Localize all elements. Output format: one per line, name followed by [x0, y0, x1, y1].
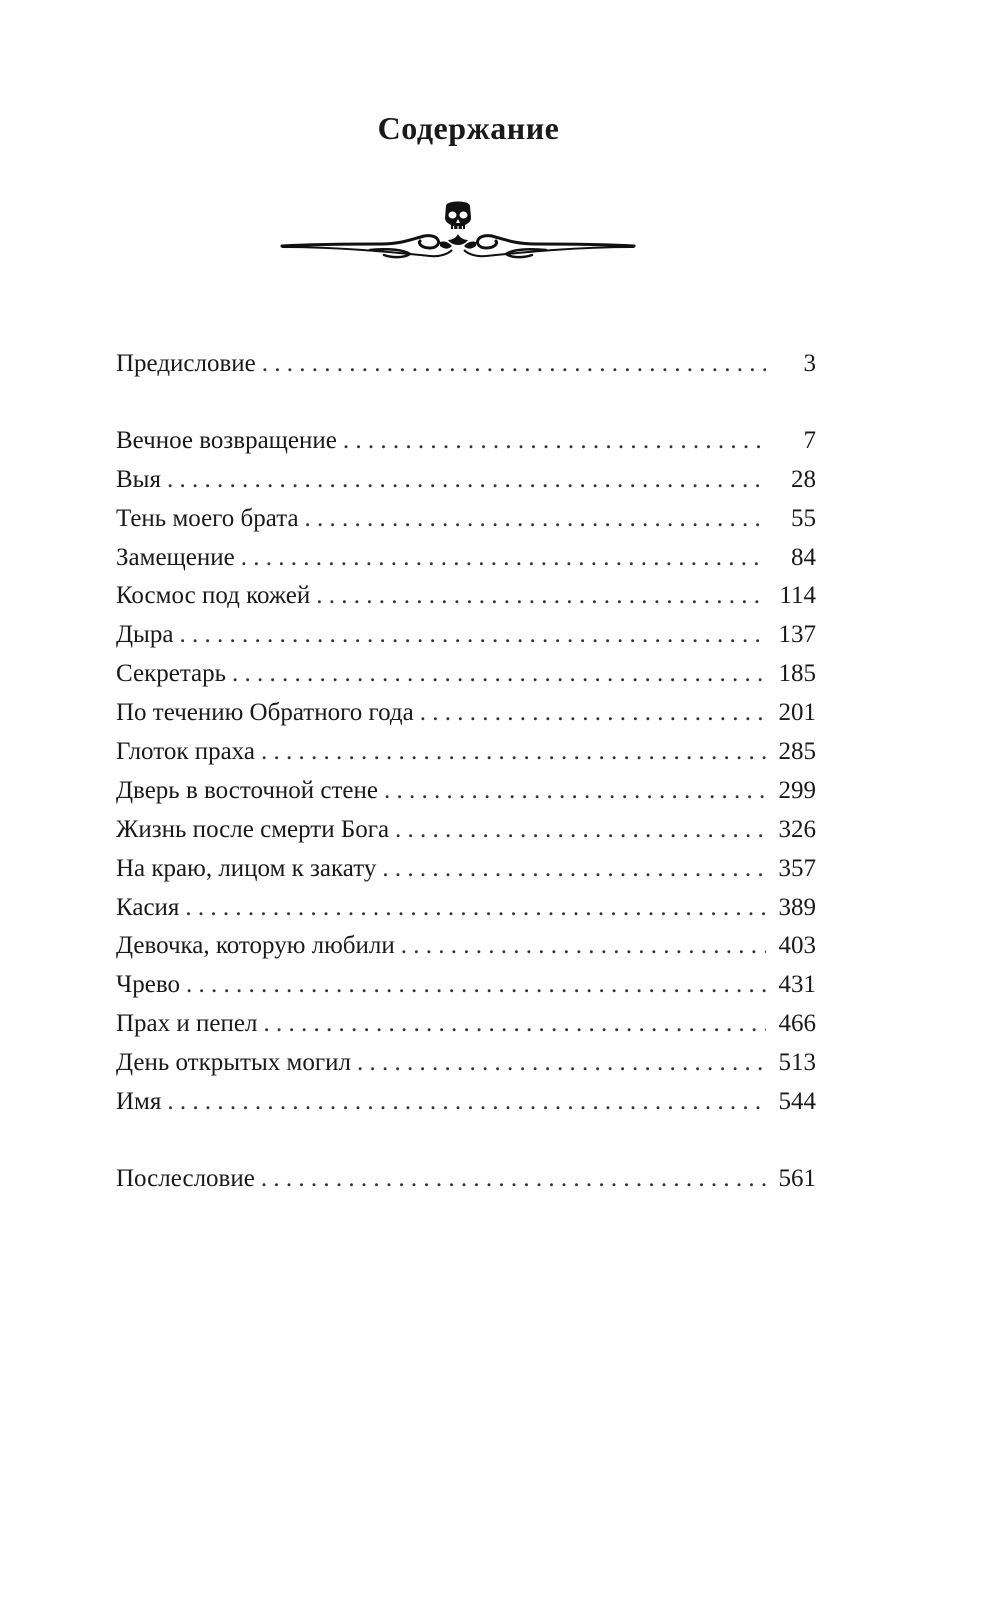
- toc-entry-title: На краю, лицом к закату: [116, 854, 377, 882]
- toc-entry-title: Послесловие: [116, 1164, 255, 1192]
- toc-entry-title: Девочка, которую любили: [116, 932, 395, 960]
- toc-entry[interactable]: [116, 345, 816, 384]
- toc-entry-page-number: 544: [778, 1088, 816, 1116]
- skull-icon: [445, 202, 471, 230]
- toc-entry-title: Замещение: [116, 543, 235, 571]
- toc-entry[interactable]: [116, 811, 816, 850]
- toc-entry-page-number: 201: [778, 699, 816, 727]
- toc-entry[interactable]: [116, 1083, 816, 1122]
- toc-entry-title: Дыра: [116, 621, 174, 649]
- toc-entry-page-number: 114: [779, 582, 816, 610]
- dot-leader: [262, 345, 766, 384]
- toc-entry[interactable]: [116, 539, 816, 578]
- toc-entry[interactable]: [116, 772, 816, 811]
- table-of-contents: [116, 345, 816, 1199]
- toc-entry[interactable]: [116, 422, 816, 461]
- toc-entry-title: Жизнь после смерти Бога: [116, 815, 390, 843]
- skull-flourish-icon: [280, 200, 636, 272]
- toc-front-matter: [116, 345, 816, 384]
- toc-entry-title: Вечное возвращение: [116, 426, 337, 454]
- toc-entry[interactable]: [116, 655, 816, 694]
- toc-entry-page-number: 431: [778, 971, 816, 999]
- toc-entry-title: Имя: [116, 1088, 162, 1116]
- dot-leader: [167, 1083, 766, 1122]
- page-title: Содержание: [377, 110, 560, 146]
- toc-entry-title: Глоток праха: [116, 738, 255, 766]
- toc-entry[interactable]: [116, 1044, 816, 1083]
- toc-entry-page-number: 357: [778, 854, 816, 882]
- toc-entry-page-number: 137: [778, 621, 816, 649]
- toc-back-matter: [116, 1160, 816, 1199]
- toc-entry-title: По течению Обратного года: [116, 699, 414, 727]
- dot-leader: [186, 966, 766, 1005]
- toc-entry-page-number: 55: [791, 504, 816, 532]
- toc-entry-page-number: 299: [778, 776, 816, 804]
- toc-entry-page-number: 561: [778, 1164, 816, 1192]
- dot-leader: [185, 889, 766, 928]
- dot-leader: [261, 1160, 766, 1199]
- toc-entry-page-number: 513: [778, 1049, 816, 1077]
- dot-leader: [395, 811, 766, 850]
- dot-leader: [316, 577, 766, 616]
- toc-entry-title: Выя: [116, 465, 161, 493]
- toc-entry-title: Чрево: [116, 971, 180, 999]
- dot-leader: [384, 772, 766, 811]
- toc-chapters: [116, 422, 816, 1122]
- dot-leader: [343, 422, 766, 461]
- toc-entry[interactable]: [116, 1160, 816, 1199]
- toc-entry[interactable]: [116, 577, 816, 616]
- toc-entry[interactable]: [116, 1005, 816, 1044]
- dot-leader: [263, 1005, 766, 1044]
- dot-leader: [241, 539, 766, 578]
- toc-entry-title: Прах и пепел: [116, 1010, 258, 1038]
- toc-entry-title: Предисловие: [116, 350, 256, 377]
- toc-entry-page-number: 3: [803, 350, 816, 377]
- toc-entry-title: Секретарь: [116, 660, 227, 688]
- toc-entry-page-number: 403: [778, 932, 816, 960]
- toc-entry[interactable]: [116, 966, 816, 1005]
- toc-entry[interactable]: [116, 500, 816, 539]
- toc-entry[interactable]: [116, 733, 816, 772]
- toc-entry-page-number: 84: [791, 543, 816, 571]
- toc-entry-title: Тень моего брата: [116, 504, 299, 532]
- dot-leader: [420, 694, 766, 733]
- toc-entry-page-number: 466: [778, 1010, 816, 1038]
- toc-entry-title: Космос под кожей: [116, 582, 311, 610]
- toc-entry-page-number: 28: [791, 465, 816, 493]
- toc-entry-page-number: 326: [778, 815, 816, 843]
- dot-leader: [357, 1044, 766, 1083]
- toc-entry[interactable]: [116, 889, 816, 928]
- toc-entry-page-number: 185: [778, 660, 816, 688]
- dot-leader: [232, 655, 766, 694]
- toc-entry[interactable]: [116, 461, 816, 500]
- toc-entry[interactable]: [116, 616, 816, 655]
- dot-leader: [382, 850, 766, 889]
- toc-entry-page-number: 7: [803, 426, 816, 454]
- toc-entry[interactable]: [116, 850, 816, 889]
- toc-entry[interactable]: [116, 694, 816, 733]
- dot-leader: [305, 500, 766, 539]
- dot-leader: [167, 461, 766, 500]
- toc-entry-title: Дверь в восточной стене: [116, 776, 378, 804]
- toc-entry-page-number: 389: [778, 893, 816, 921]
- toc-entry[interactable]: [116, 927, 816, 966]
- dot-leader: [401, 927, 766, 966]
- toc-entry-title: Касия: [116, 893, 180, 921]
- toc-entry-page-number: 285: [778, 738, 816, 766]
- dot-leader: [179, 616, 766, 655]
- dot-leader: [261, 733, 766, 772]
- toc-entry-title: День открытых могил: [116, 1049, 351, 1077]
